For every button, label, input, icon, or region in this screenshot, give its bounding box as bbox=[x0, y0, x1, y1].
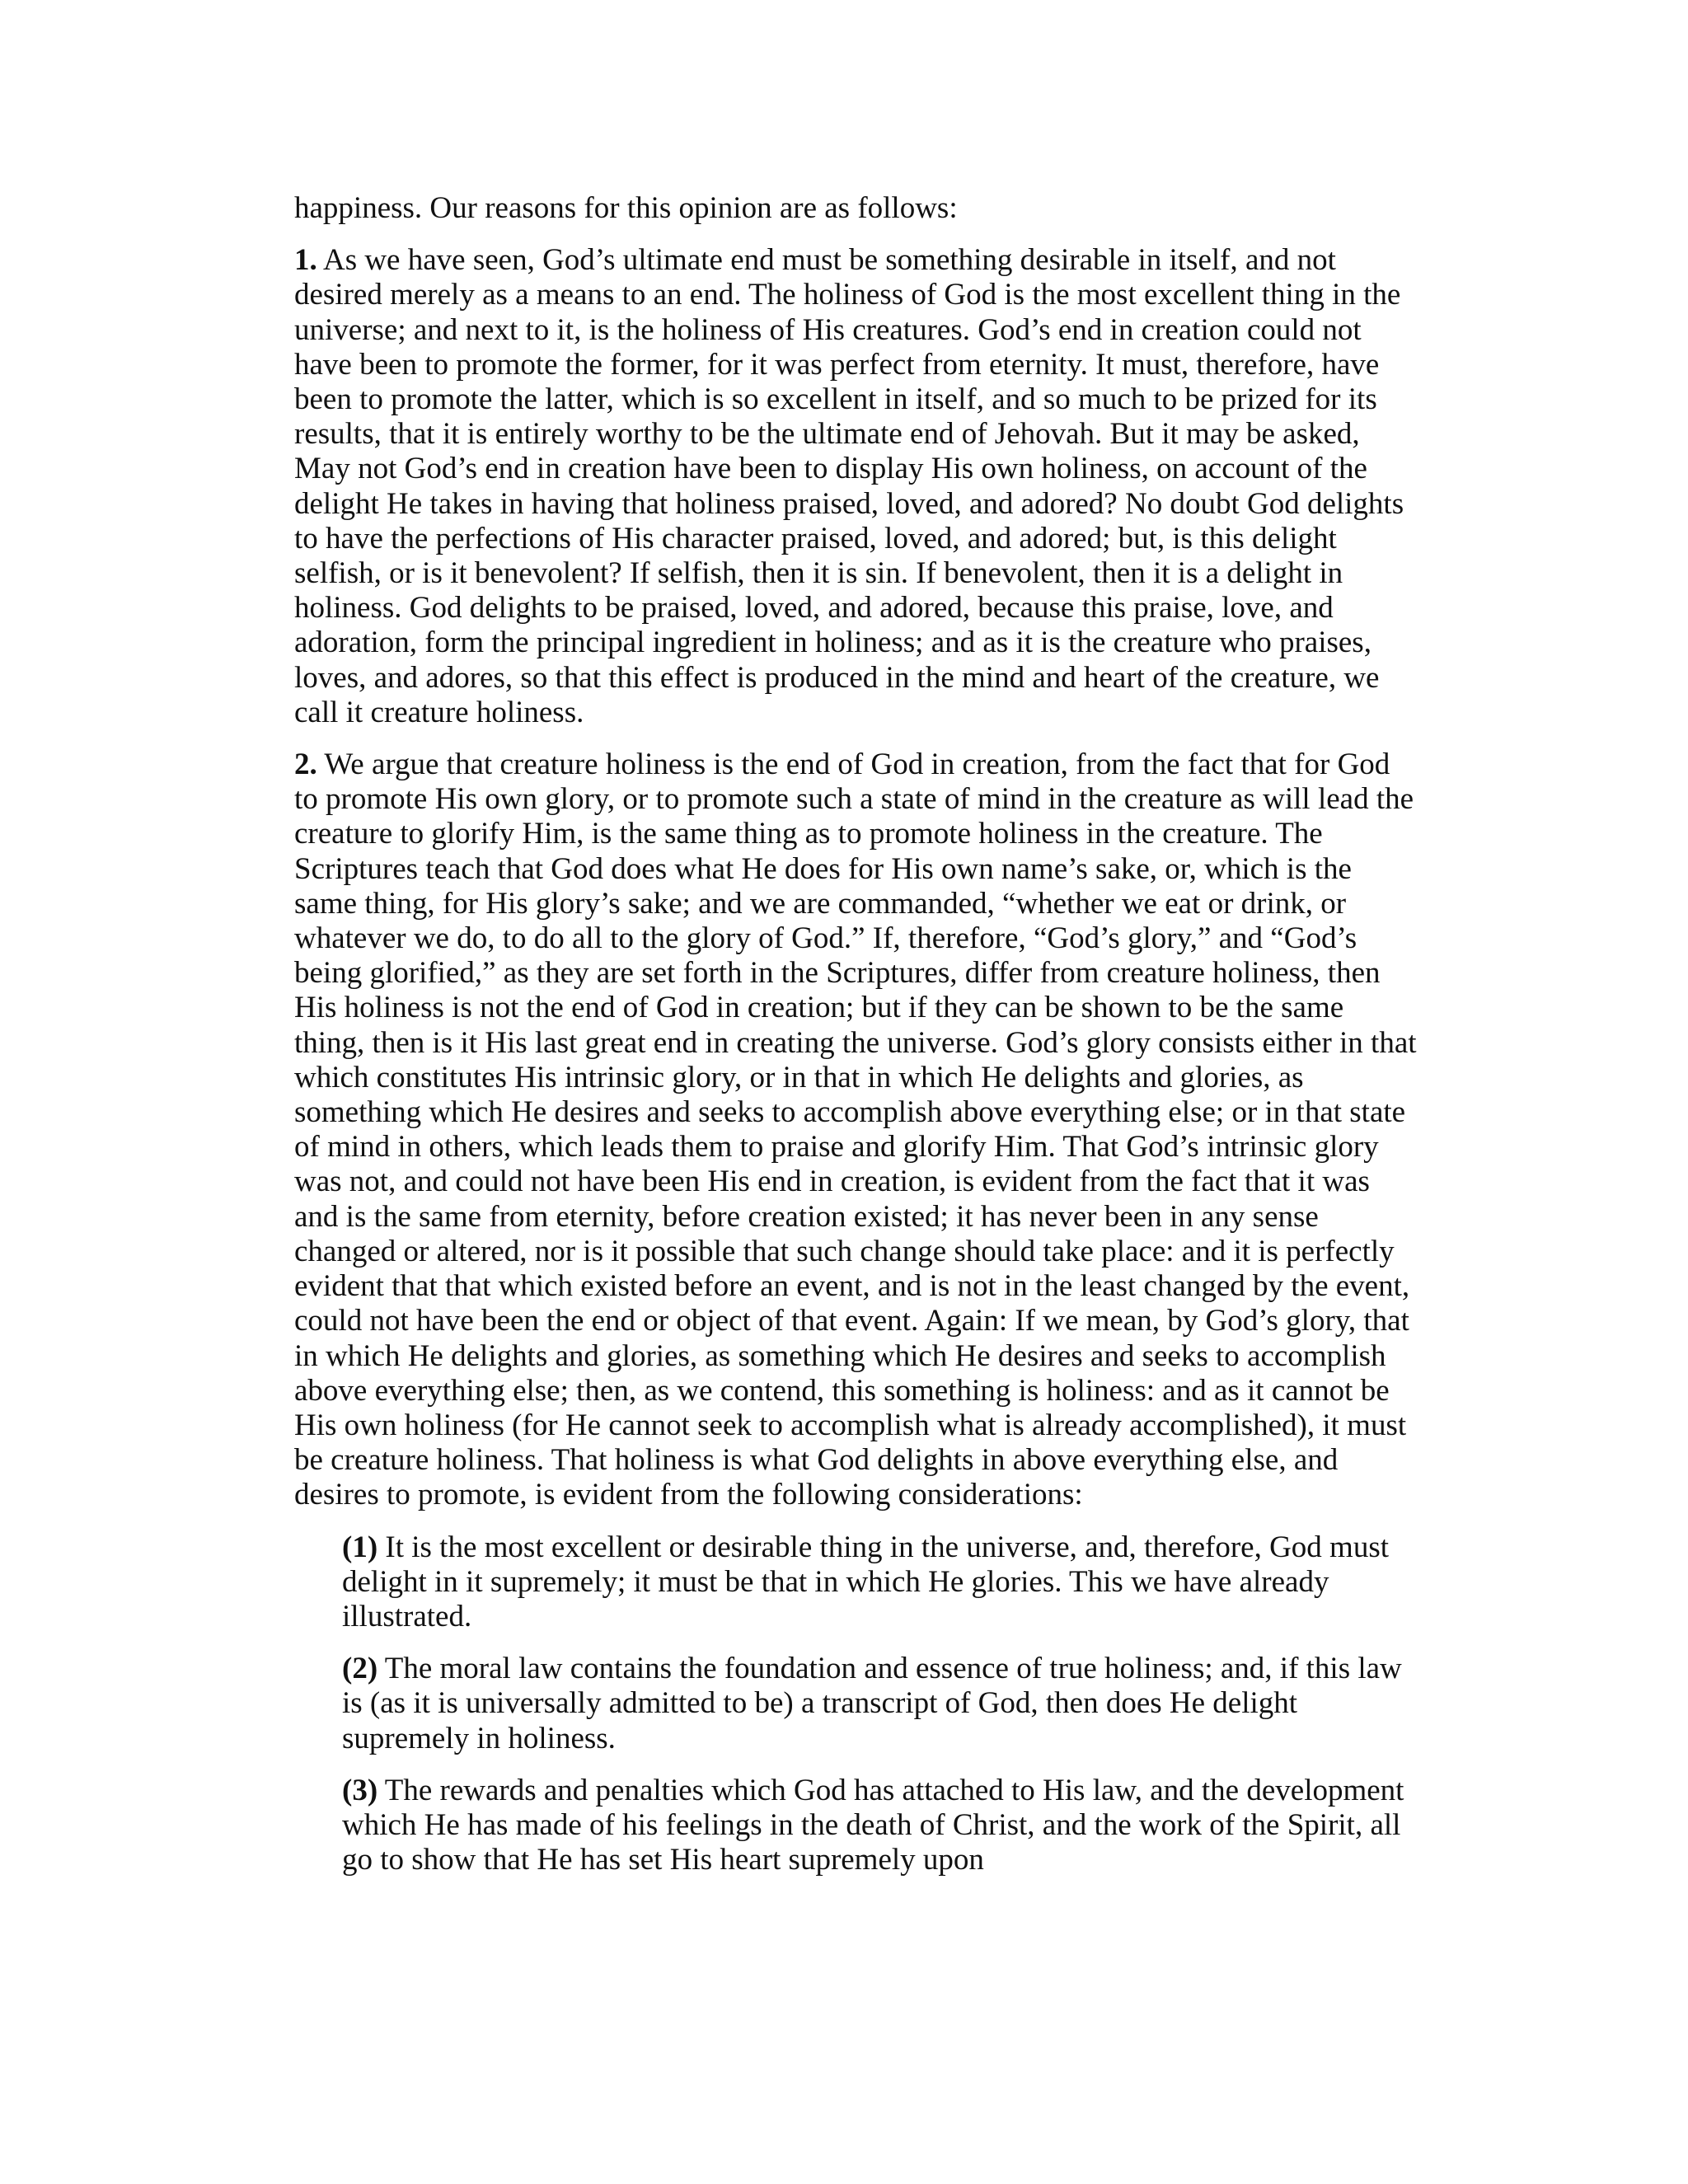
paragraph-number: 2. bbox=[294, 748, 317, 782]
paragraph-text: As we have seen, God’s ultimate end must be something desirable in itself, and not desired merely as a means to an end. The holiness of God is the most excellent thing in the universe; and next to it, is the holiness of His creatures. God’s end in creation could not have been to promote the former, for it was perfect from eternity. It must, therefore, have been to promote the latter, which is so excellent in itself, and so much to be prized for its results, that it is entirely worthy to be the ultimate end of Jehovah. But it may be asked, May not God’s end in creation have been to display His own holiness, on account of the delight He takes in having that holiness praised, loved, and adored? No doubt God delights to have the perfections of His character praised, loved, and adored; but, is this delight selfish, or is it benevolent? If selfish, then it is sin. If benevolent, then it is a delight in holiness. God delights to be praised, loved, and adored, because this praise, love, and adoration, form the principal ingredient in holiness; and as it is the creature who praises, loves, and adores, so that this effect is produced in the mind and heart of the creature, we call it creature holiness. bbox=[294, 243, 1404, 729]
sub-paragraph-number: (3) bbox=[342, 1773, 378, 1807]
sub-paragraph-number: (1) bbox=[342, 1530, 378, 1564]
paragraph-text: happiness. Our reasons for this opinion are as follows: bbox=[294, 191, 958, 225]
sub-paragraph-3 bbox=[342, 1774, 1419, 1878]
sub-paragraph-text: It is the most excellent or desirable thing in the universe, and, therefore, God must delight in it supremely; it must be that in which He glories. This we have already illustrated. bbox=[342, 1530, 1389, 1633]
sub-paragraph-text: The rewards and penalties which God has attached to His law, and the development which He has made of his feelings in the death of Christ, and the work of the Spirit, all go to show that He has set His heart supremely upon bbox=[342, 1773, 1404, 1877]
paragraph-2 bbox=[294, 748, 1419, 1512]
sub-paragraph-2 bbox=[342, 1652, 1419, 1756]
paragraph-number: 1. bbox=[294, 243, 317, 278]
sub-paragraph-number: (2) bbox=[342, 1652, 378, 1686]
document-page bbox=[294, 191, 1419, 1895]
sub-paragraph-1 bbox=[342, 1530, 1419, 1635]
paragraph-1 bbox=[294, 243, 1419, 730]
sub-paragraph-text: The moral law contains the foundation and essence of true holiness; and, if this law is (as it is universally admitted to be) a transcript of God, then does He delight supremely in holiness. bbox=[342, 1652, 1402, 1755]
paragraph-continuation bbox=[294, 191, 1419, 226]
paragraph-text: We argue that creature holiness is the end of God in creation, from the fact that for God to promote His own glory, or to promote such a state of mind in the creature as will lead the creature to glorify Him, is the same thing as to promote holiness in the creature. The Scriptures teach that God does what He does for His own name’s sake, or, which is the same thing, for His glory’s sake; and we are commanded, “whether we eat or drink, or whatever we do, to do all to the glory of God.” If, therefore, “God’s glory,” and “God’s being glorified,” as they are set forth in the Scriptures, differ from creature holiness, then His holiness is not the end of God in creation; but if they can be shown to be the same thing, then is it His last great end in creating the universe. God’s glory consists either in that which constitutes His intrinsic glory, or in that in which He delights and glories, as something which He desires and seeks to accomplish above everything else; or in that state of mind in others, which leads them to praise and glorify Him. That God’s intrinsic glory was not, and could not have been His end in creation, is evident from the fact that it was and is the same from eternity, before creation existed; it has never been in any sense changed or altered, nor is it possible that such change should take place: and it is perfectly evident that that which existed before an event, and is not in the least changed by the event, could not have been the end or object of that event. Again: If we mean, by God’s glory, that in which He delights and glories, as something which He desires and seeks to accomplish above everything else; then, as we contend, this something is holiness: and as it cannot be His own holiness (for He cannot seek to accomplish what is already accomplished), it must be creature holiness. That holiness is what God delights in above everything else, and desires to promote, is evident from the following considerations: bbox=[294, 748, 1417, 1512]
